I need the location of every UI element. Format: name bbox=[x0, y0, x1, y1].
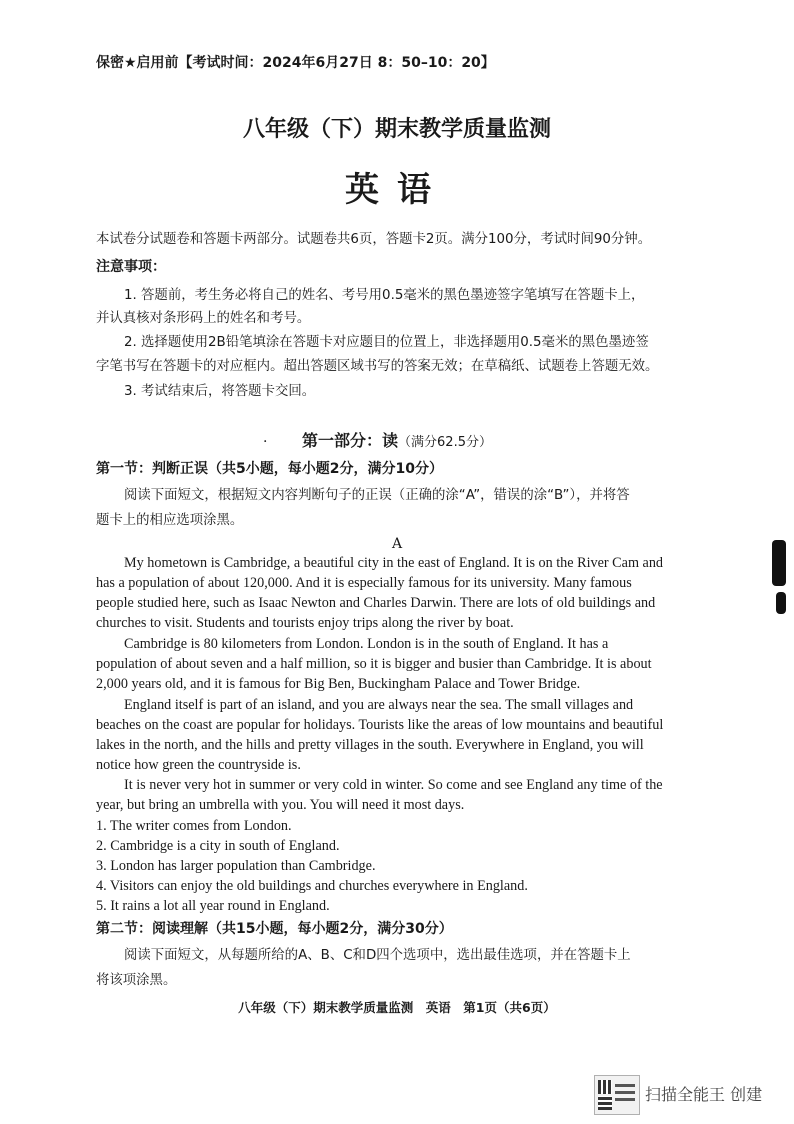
passage-line: population of about seven and a half million, so it is bigger and busier than Cambridge. It is about bbox=[96, 656, 652, 672]
section2-instruction: 阅读下面短文，从每题所给的A、B、C和D四个选项中，选出最佳选项，并在答题卡上 bbox=[124, 948, 631, 963]
passage-line: My hometown is Cambridge, a beautiful city in the east of England. It is on the River Cam and bbox=[124, 555, 664, 571]
part-one-score: （满分62.5分） bbox=[398, 435, 492, 450]
confidential-header: 保密★启用前【考试时间：2024年6月27日 8：50–10：20】 bbox=[96, 55, 495, 71]
passage-line: Cambridge is 80 kilometers from London. London is in the south of England. It has a bbox=[124, 636, 609, 652]
passage-line: 2,000 years old, and it is famous for Big Ben, Buckingham Palace and Tower Bridge. bbox=[96, 676, 581, 692]
passage-line: England itself is part of an island, and you are always near the sea. The small villages and bbox=[124, 697, 634, 713]
passage-line: has a population of about 120,000. And it is especially famous for its university. Many famous bbox=[96, 575, 632, 591]
notice-item-2-cont: 字笔书写在答题卡的对应框内。超出答题区域书写的答案无效；在草稿纸、试题卷上答题无效。 bbox=[96, 359, 659, 374]
section2-title: 第二节：阅读理解（共15小题，每小题2分，满分30分） bbox=[96, 921, 453, 937]
passage-line: year, but bring an umbrella with you. You will need it most days. bbox=[96, 797, 465, 813]
part-one-title bbox=[0, 428, 794, 451]
page-footer: 八年级（下）期末教学质量监测 英语 第1页（共6页） bbox=[238, 1000, 556, 1015]
passage-line: churches to visit. Students and tourists enjoy trips along the river by boat. bbox=[96, 615, 514, 631]
section1-instruction-cont: 题卡上的相应选项涂黑。 bbox=[96, 513, 244, 528]
passage-line: notice how green the countryside is. bbox=[96, 757, 301, 773]
passage-line: beaches on the coast are popular for holidays. Tourists like the areas of low mountains and beautiful bbox=[96, 717, 664, 733]
exam-title: 八年级（下）期末教学质量监测 bbox=[242, 117, 551, 142]
passage-line: people studied here, such as Isaac Newton and Charles Darwin. There are lots of old buildings and bbox=[96, 595, 656, 611]
passage-line: It is never very hot in summer or very cold in winter. So come and see England any time of the bbox=[124, 777, 663, 793]
logo-bars-icon bbox=[615, 1084, 635, 1104]
notice-item-3: 3. 考试结束后，将答题卡交回。 bbox=[124, 384, 316, 399]
notice-item-1: 1. 答题前，考生务必将自己的姓名、考号用0.5毫米的黑色墨迹签字笔填写在答题卡上， bbox=[124, 288, 645, 303]
scanner-watermark: 扫描全能王 创建 bbox=[645, 1085, 763, 1104]
subject-title: 英语 bbox=[345, 170, 449, 210]
notice-item-1-cont: 并认真核对条形码上的姓名和考号。 bbox=[96, 311, 311, 326]
section1-instruction: 阅读下面短文，根据短文内容判断句子的正误（正确的涂“A”，错误的涂“B”），并将答 bbox=[124, 488, 630, 503]
question-item: 4. Visitors can enjoy the old buildings and churches everywhere in England. bbox=[96, 878, 528, 894]
decorative-dot: · bbox=[263, 434, 268, 450]
section1-title: 第一节：判断正误（共5小题，每小题2分，满分10分） bbox=[96, 461, 443, 477]
question-item: 3. London has larger population than Cambridge. bbox=[96, 858, 376, 874]
qr-code-icon bbox=[598, 1080, 612, 1094]
exam-intro: 本试卷分试题卷和答题卡两部分。试题卷共6页，答题卡2页。满分100分，考试时间90分钟。 bbox=[96, 232, 652, 247]
passage-letter: A bbox=[391, 536, 403, 552]
scan-edge-mark bbox=[776, 592, 786, 614]
part-one-heading: 第一部分：读 bbox=[302, 431, 399, 450]
question-item: 5. It rains a lot all year round in England. bbox=[96, 898, 330, 914]
scanner-logo-icon bbox=[594, 1075, 640, 1115]
notice-item-2: 2. 选择题使用2B铅笔填涂在答题卡对应题目的位置上，非选择题用0.5毫米的黑色墨迹签 bbox=[124, 335, 649, 350]
scan-edge-mark bbox=[772, 540, 786, 586]
question-item: 2. Cambridge is a city in south of England. bbox=[96, 838, 340, 854]
qr-code-icon bbox=[598, 1096, 612, 1110]
section2-instruction-cont: 将该项涂黑。 bbox=[96, 973, 177, 988]
passage-line: lakes in the north, and the hills and pretty villages in the south. Everywhere in England, you will bbox=[96, 737, 644, 753]
notice-title: 注意事项： bbox=[96, 259, 166, 275]
question-item: 1. The writer comes from London. bbox=[96, 818, 292, 834]
